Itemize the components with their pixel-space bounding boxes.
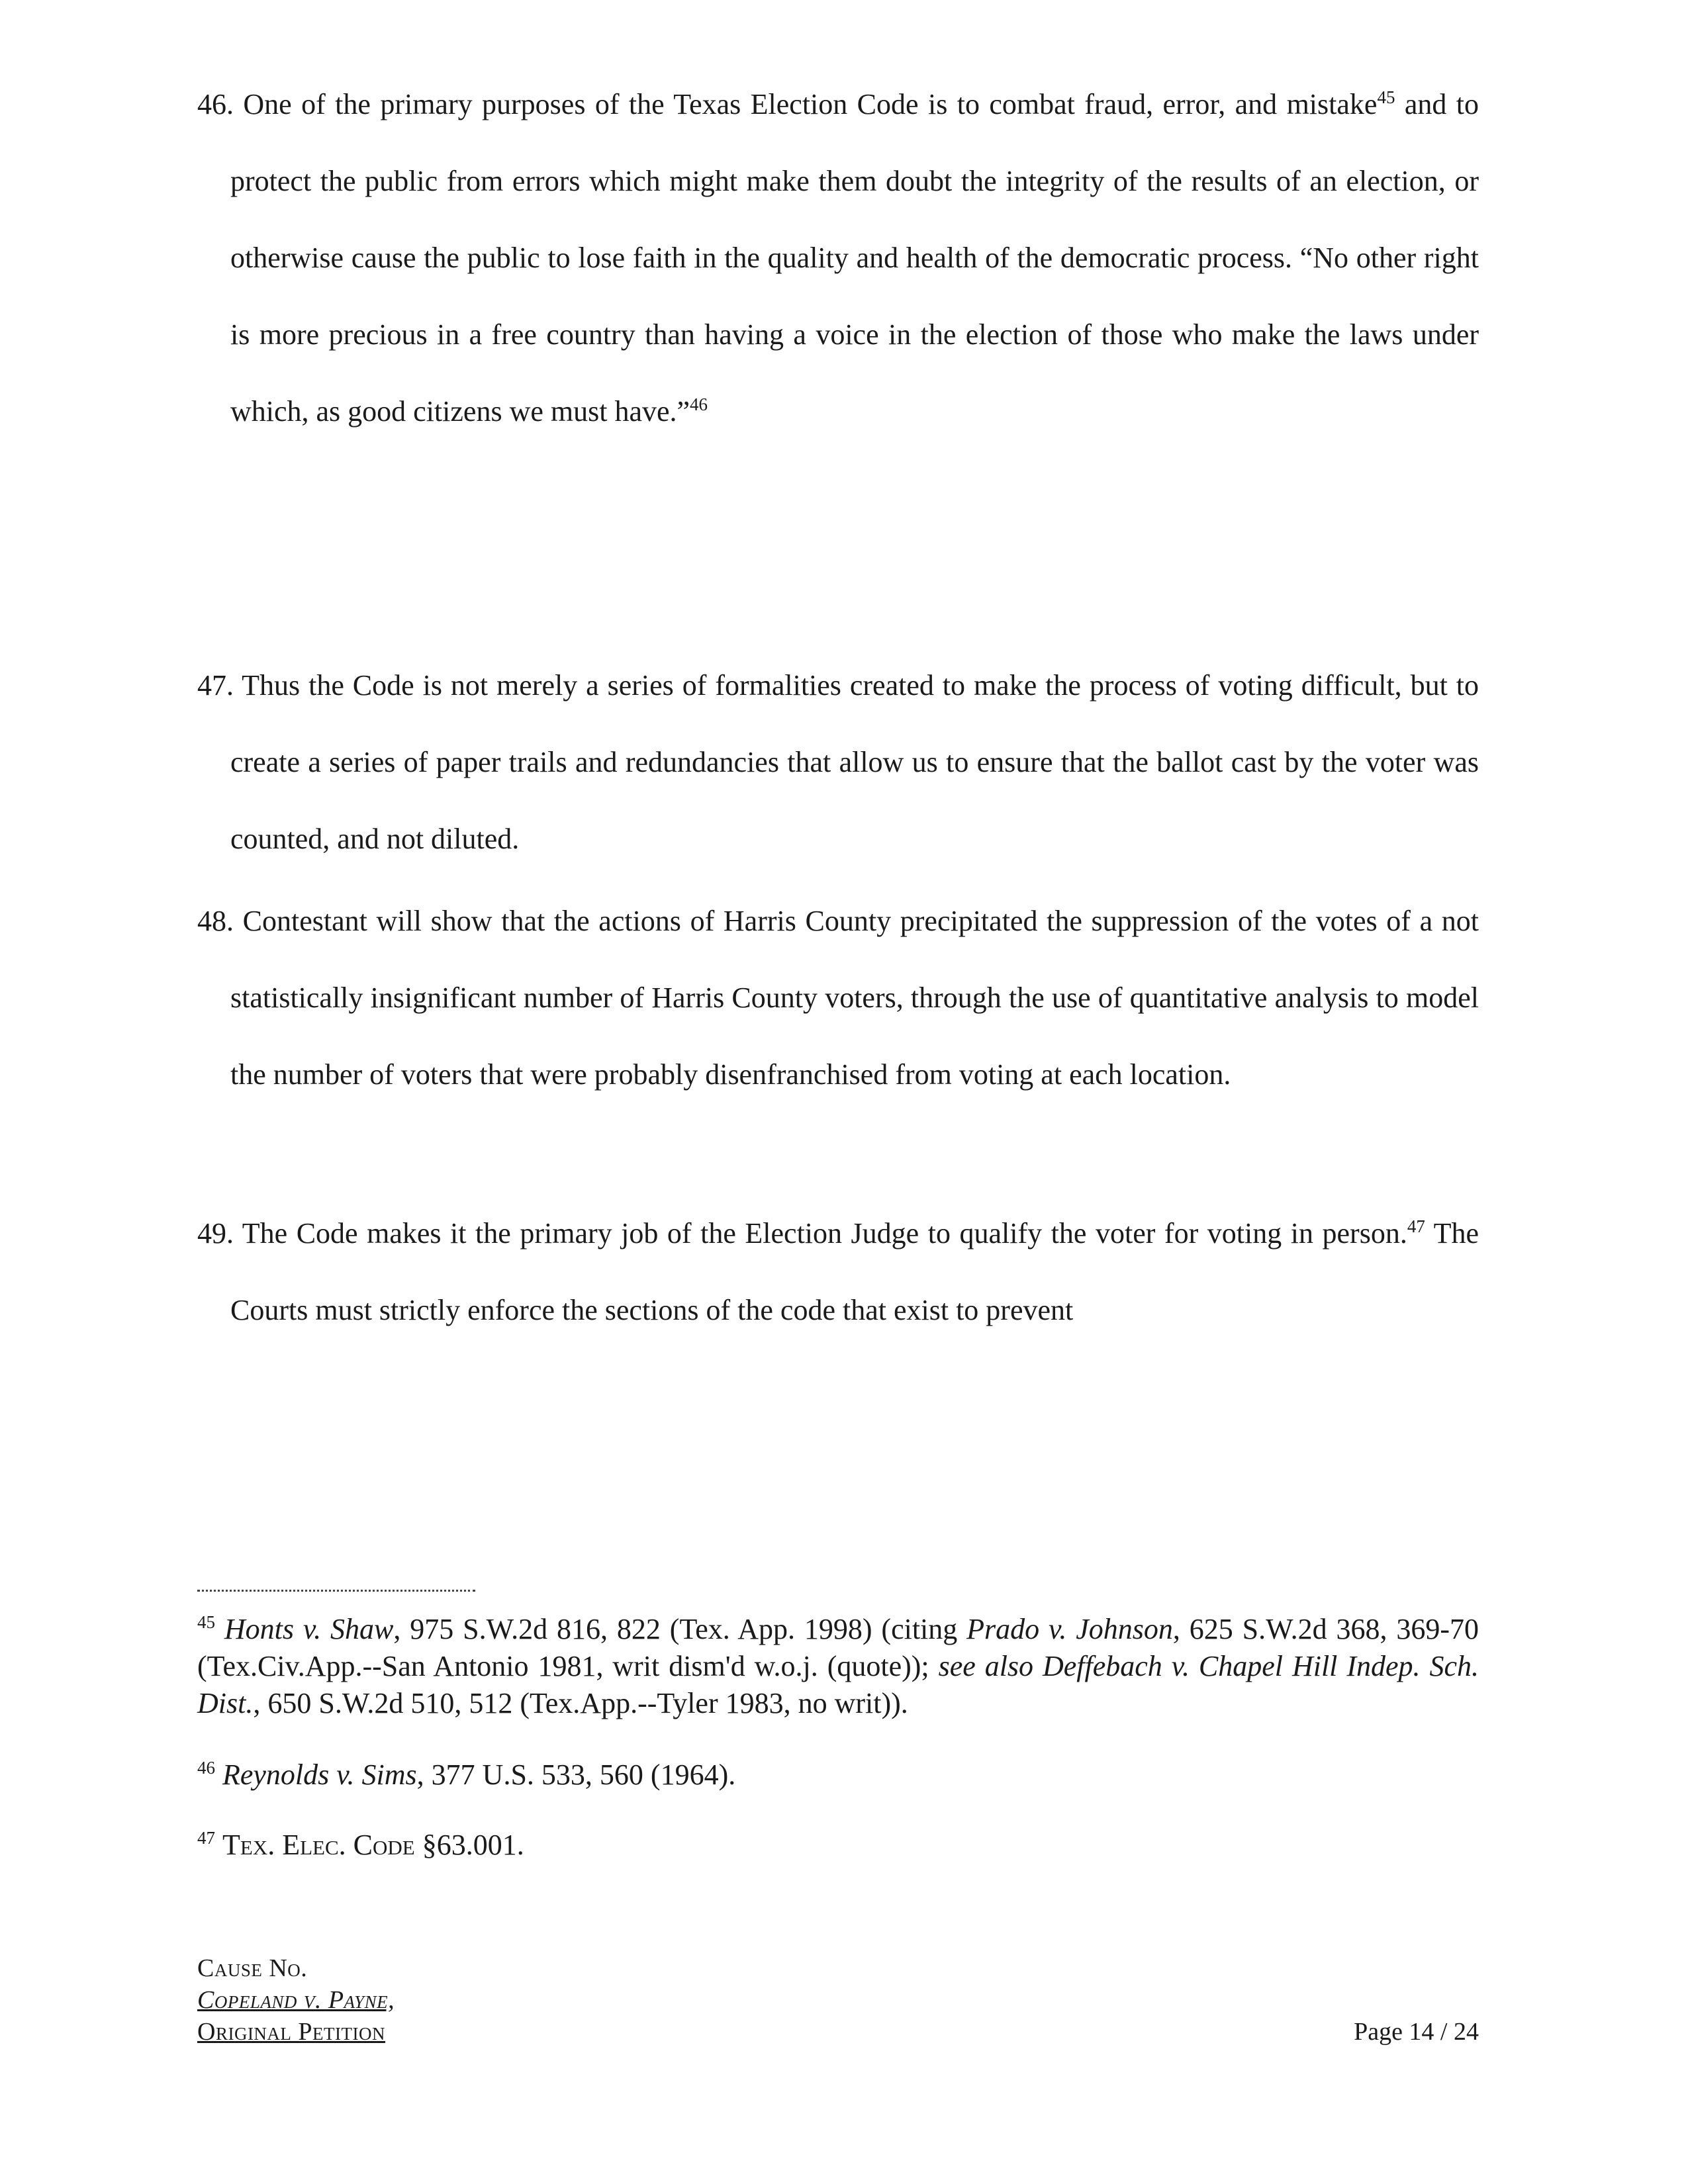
citation: , 650 S.W.2d 510, 512 (Tex.App.--Tyler 1983, no writ)). (253, 1687, 908, 1719)
case-name: Honts v. Shaw (224, 1613, 394, 1645)
footnote-marker: 45 (197, 1612, 215, 1632)
citation: , 377 U.S. 533, 560 (1964). (416, 1758, 736, 1791)
paragraph-text: The Courts must strictly enforce the sections of the code that exist to prevent (230, 1217, 1479, 1326)
footnote-ref-47[interactable]: 47 (1407, 1216, 1425, 1236)
footnote-ref-45[interactable]: 45 (1377, 87, 1395, 107)
citation: , 975 S.W.2d 816, 822 (Tex. App. 1998) (citing (393, 1613, 967, 1645)
citation: , 625 S.W.2d 368, 369-70 (Tex.Civ.App.--San Antonio 1981, writ dism'd w.o.j. (quote)); (197, 1613, 1479, 1682)
page-number: Page 14 / 24 (1354, 2018, 1479, 2046)
paragraph-number: 49. (197, 1217, 234, 1250)
footnote-ref-46[interactable]: 46 (690, 394, 708, 414)
paragraph-text: One of the primary purposes of the Texas Election Code is to combat fraud, error, and mistake (243, 88, 1378, 120)
paragraph-number: 46. (197, 88, 234, 120)
paragraph-47 (197, 647, 1479, 878)
case-caption: Copeland v. Payne, (197, 1986, 395, 2014)
statute-name: Tex. Elec. Code (222, 1829, 415, 1861)
footer-caption (197, 1952, 395, 2048)
case-name: Deffebach v. Chapel Hill Indep. Sch. Dist. (197, 1650, 1479, 1719)
footnote-45 (197, 1611, 1479, 1722)
case-name: Prado v. Johnson (966, 1613, 1173, 1645)
citation-signal: see also (938, 1650, 1034, 1682)
document-title: Original Petition (197, 2018, 386, 2046)
paragraph-text: and to protect the public from errors which might make them doubt the integrity of the results of an election, or otherwise cause the public to lose faith in the quality and health of the democratic process. “No other right is more precious in a free country than having a voice in the election of those who make the laws under which, as good citizens we must have.” (230, 88, 1479, 428)
paragraph-number: 48. (197, 905, 234, 937)
cause-number: Cause No. (197, 1954, 308, 1982)
footnote-separator (197, 1590, 475, 1592)
paragraph-number: 47. (197, 669, 234, 702)
case-name: Reynolds v. Sims (222, 1758, 417, 1791)
paragraph-text: Contestant will show that the actions of Harris County precipitated the suppression of the votes of a not statistically insignificant number of Harris County voters, through the use of quantitative analysis to model the number of voters that were probably disenfranchised from voting at each location. (230, 905, 1479, 1091)
paragraph-46 (197, 66, 1479, 450)
footnote-47 (197, 1827, 1479, 1864)
footnote-marker: 47 (197, 1828, 215, 1848)
statute-section: §63.001. (414, 1829, 524, 1861)
paragraph-text: Thus the Code is not merely a series of formalities created to make the process of voting difficult, but to create a series of paper trails and redundancies that allow us to ensure that the ballot cast by the voter was counted, and not diluted. (230, 669, 1479, 855)
footnote-marker: 46 (197, 1758, 215, 1778)
paragraph-48 (197, 883, 1479, 1113)
paragraph-49 (197, 1195, 1479, 1349)
paragraph-text: The Code makes it the primary job of the Election Judge to qualify the voter for voting in person. (242, 1217, 1407, 1250)
footnote-46 (197, 1756, 1479, 1794)
